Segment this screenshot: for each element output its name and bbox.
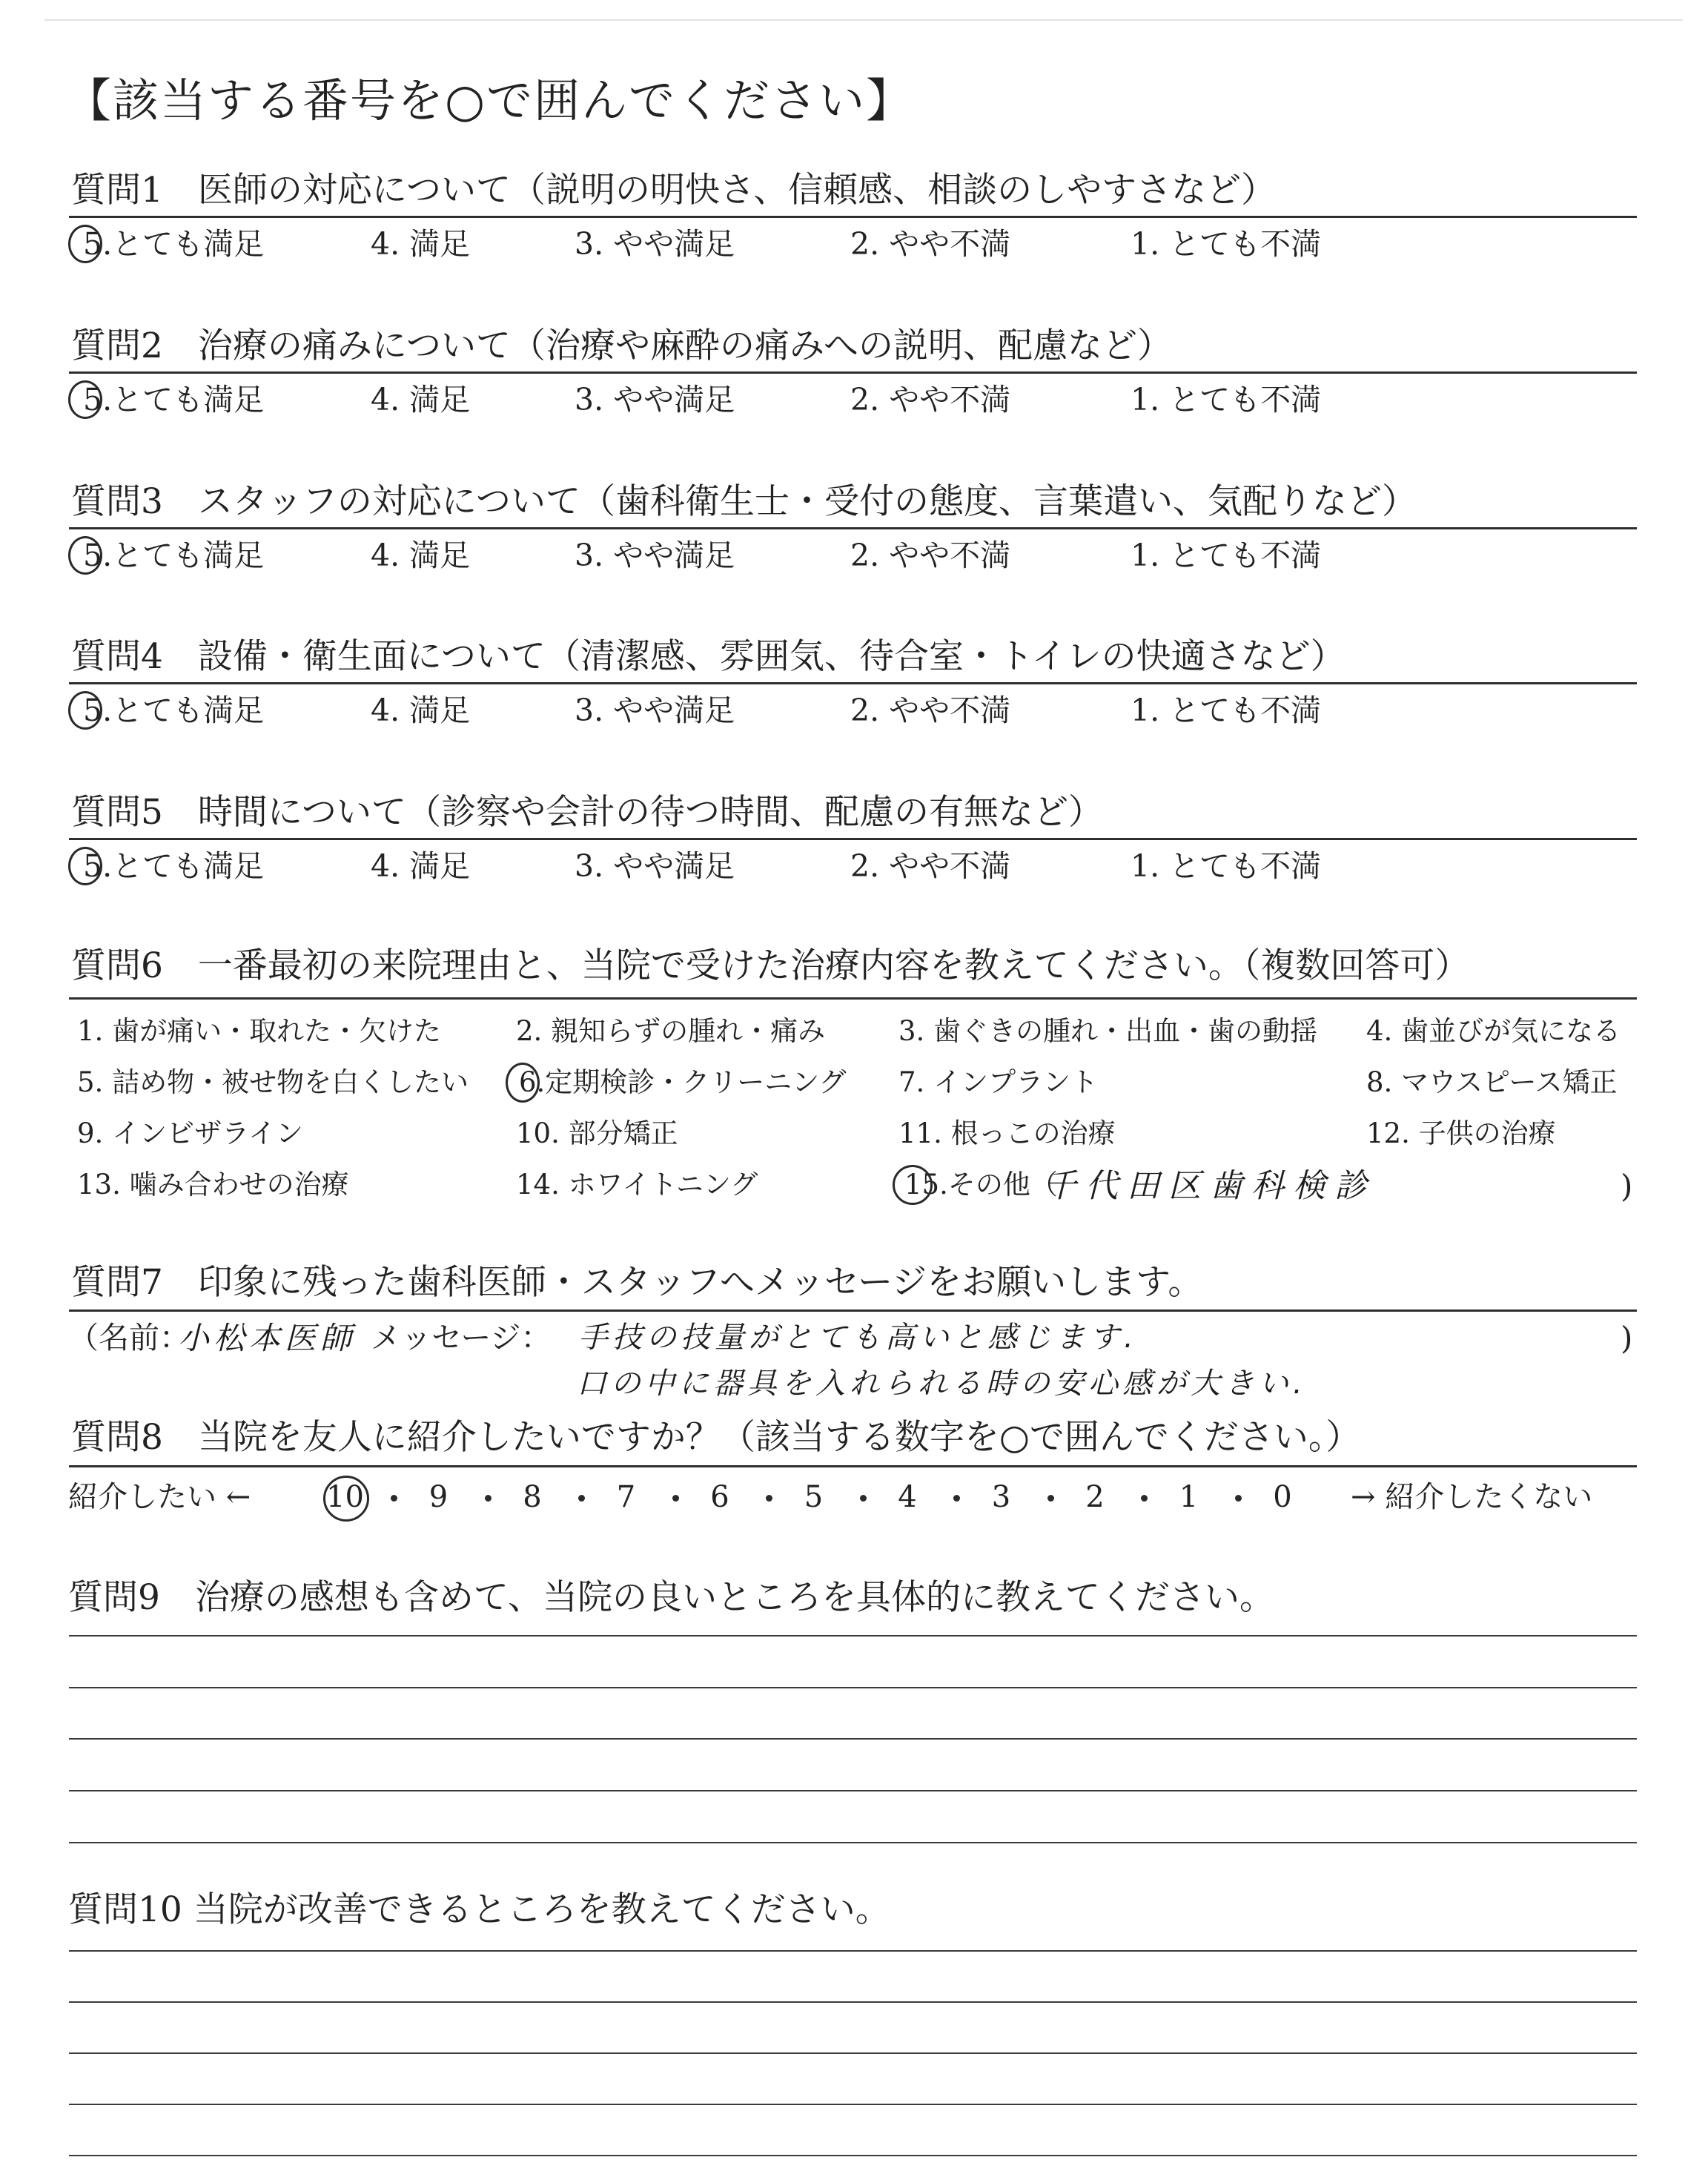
q7-rule [69, 1309, 1637, 1312]
q8-left-label: 紹介したい ← [68, 1480, 251, 1514]
rating-option[interactable]: 5.とても満足 [83, 226, 265, 262]
q7-message-line2[interactable]: 口の中に器具を入れられる時の安心感が大きい. [577, 1367, 1307, 1401]
answer-line[interactable] [69, 1687, 1637, 1688]
answer-line[interactable] [69, 1842, 1637, 1843]
rating-option[interactable]: 4. 満足 [371, 226, 471, 262]
rating-option[interactable]: 5.とても満足 [83, 693, 265, 728]
selected-circle [323, 1476, 369, 1522]
q7-name-answer[interactable]: 小松本医師 [178, 1320, 357, 1356]
answer-line[interactable] [69, 2155, 1637, 2156]
scale-dot [1047, 1495, 1054, 1502]
q10-title: 質問10 当院が改善できるところを教えてください。 [68, 1889, 890, 1930]
rating-option[interactable]: 1. とても不満 [1131, 226, 1322, 262]
answer-line[interactable] [69, 1950, 1637, 1952]
selected-circle [68, 225, 102, 263]
q7-message-line1[interactable]: 手技の技量がとても高いと感じます. [578, 1321, 1138, 1355]
question-title: 質問5 時間について（診察や会計の待つ時間、配慮の有無など） [71, 792, 1103, 833]
rating-option[interactable]: 3. やや満足 [575, 226, 735, 262]
q6-option[interactable]: 2. 親知らずの腫れ・痛み [516, 1015, 826, 1047]
page-title: 【該当する番号を○で囲んでください】 [65, 73, 914, 128]
rating-option[interactable]: 5.とても満足 [83, 382, 265, 417]
question-title: 質問1 医師の対応について（説明の明快さ、信頼感、相談のしやすさなど） [71, 170, 1277, 211]
scale-number[interactable]: 9 [428, 1480, 448, 1514]
scale-dot [953, 1495, 960, 1502]
rating-option[interactable]: 2. やや不満 [850, 226, 1011, 262]
scale-dot [672, 1495, 679, 1502]
rating-option[interactable]: 5.とても満足 [83, 538, 265, 573]
question-title: 質問3 スタッフの対応について（歯科衛生士・受付の態度、言葉遣い、気配りなど） [71, 481, 1417, 522]
answer-line[interactable] [69, 1635, 1637, 1636]
scale-number[interactable]: 4 [898, 1480, 917, 1514]
q6-option[interactable]: 14. ホワイトニング [516, 1169, 758, 1200]
scale-number[interactable]: 2 [1085, 1480, 1105, 1514]
rating-option[interactable]: 3. やや満足 [575, 848, 735, 884]
rating-option[interactable]: 4. 満足 [371, 693, 471, 728]
question-title: 質問4 設備・衛生面について（清潔感、雰囲気、待合室・トイレの快適さなど） [71, 636, 1345, 677]
answer-line[interactable] [69, 2104, 1637, 2105]
scale-dot [860, 1495, 867, 1502]
q6-option[interactable]: 10. 部分矯正 [516, 1117, 678, 1149]
q6-rule [69, 997, 1637, 1000]
q7-close-paren: ) [1621, 1320, 1633, 1356]
question-title: 質問2 治療の痛みについて（治療や麻酔の痛みへの説明、配慮など） [71, 326, 1173, 366]
scale-dot [1235, 1495, 1242, 1502]
q6-option[interactable]: 11. 根っこの治療 [898, 1117, 1116, 1149]
rating-option[interactable]: 5.とても満足 [83, 848, 265, 884]
q8-right-label: → 紹介したくない [1351, 1480, 1593, 1514]
rating-option[interactable]: 2. やや不満 [850, 382, 1011, 417]
scale-number[interactable]: 3 [991, 1480, 1011, 1514]
rating-option[interactable]: 3. やや満足 [575, 382, 735, 417]
q6-option[interactable]: 5. 詰め物・被せ物を白くしたい [77, 1066, 469, 1098]
q6-option[interactable]: 15.その他（ [904, 1169, 1058, 1200]
question-rule [69, 527, 1637, 529]
answer-line[interactable] [69, 2001, 1637, 2003]
scale-number[interactable]: 7 [616, 1480, 636, 1514]
q6-other-answer[interactable]: 千代田区歯科検診 [1044, 1167, 1376, 1205]
q6-option[interactable]: 4. 歯並びが気になる [1366, 1015, 1621, 1047]
q6-option[interactable]: 12. 子供の治療 [1366, 1117, 1556, 1149]
scale-number[interactable]: 8 [523, 1480, 542, 1514]
scale-dot [578, 1495, 585, 1502]
q6-option[interactable]: 7. インプラント [898, 1066, 1099, 1098]
selected-circle [893, 1165, 933, 1205]
rating-option[interactable]: 3. やや満足 [575, 693, 735, 728]
question-rule [69, 216, 1637, 218]
question-rule [69, 371, 1637, 374]
scale-dot [1141, 1495, 1148, 1502]
q6-option[interactable]: 3. 歯ぐきの腫れ・出血・歯の動揺 [898, 1015, 1318, 1047]
rating-option[interactable]: 1. とても不満 [1131, 382, 1322, 417]
q8-title: 質問8 当院を友人に紹介したいですか？（該当する数字を○で囲んでください。） [71, 1417, 1361, 1458]
rating-option[interactable]: 3. やや満足 [575, 538, 735, 573]
answer-line[interactable] [69, 1738, 1637, 1740]
q6-option[interactable]: 1. 歯が痛い・取れた・欠けた [77, 1015, 442, 1047]
top-border [44, 19, 1683, 21]
scale-number[interactable]: 1 [1179, 1480, 1199, 1514]
answer-line[interactable] [69, 1790, 1637, 1791]
scale-number[interactable]: 6 [710, 1480, 729, 1514]
question-rule [69, 682, 1637, 684]
q9-title: 質問9 治療の感想も含めて、当院の良いところを具体的に教えてください。 [68, 1577, 1274, 1618]
answer-line[interactable] [69, 2052, 1637, 2054]
scale-dot [391, 1495, 397, 1502]
scale-number[interactable]: 5 [804, 1480, 824, 1514]
rating-option[interactable]: 1. とても不満 [1131, 693, 1322, 728]
scale-dot [766, 1495, 772, 1502]
rating-option[interactable]: 4. 満足 [371, 538, 471, 573]
q6-close-paren: ) [1621, 1168, 1633, 1204]
scale-dot [485, 1495, 491, 1502]
rating-option[interactable]: 2. やや不満 [850, 538, 1011, 573]
selected-circle [68, 536, 102, 575]
selected-circle [68, 380, 102, 419]
rating-option[interactable]: 4. 満足 [371, 848, 471, 884]
rating-option[interactable]: 1. とても不満 [1131, 538, 1322, 573]
q6-option[interactable]: 9. インビザライン [77, 1117, 303, 1149]
question-rule [69, 838, 1637, 840]
q7-message-label: メッセージ： [371, 1320, 552, 1355]
q6-option[interactable]: 13. 噛み合わせの治療 [77, 1169, 349, 1200]
q7-title: 質問7 印象に残った歯科医師・スタッフへメッセージをお願いします。 [71, 1262, 1203, 1303]
q7-name-label: （名前： [68, 1320, 190, 1355]
scale-number[interactable]: 0 [1273, 1480, 1292, 1514]
rating-option[interactable]: 1. とても不満 [1131, 848, 1322, 884]
selected-circle [68, 691, 102, 730]
scale-number[interactable]: 10 [326, 1480, 364, 1514]
rating-option[interactable]: 2. やや不満 [850, 693, 1011, 728]
q6-option[interactable]: 6.定期検診・クリーニング [519, 1066, 847, 1098]
rating-option[interactable]: 4. 満足 [371, 382, 471, 417]
q8-rule [69, 1465, 1637, 1467]
q6-title: 質問6 一番最初の来院理由と、当院で受けた治療内容を教えてください。（複数回答可） [71, 945, 1470, 986]
selected-circle [506, 1063, 540, 1103]
selected-circle [68, 847, 102, 885]
q6-option[interactable]: 8. マウスピース矯正 [1366, 1066, 1618, 1098]
rating-option[interactable]: 2. やや不満 [850, 848, 1011, 884]
